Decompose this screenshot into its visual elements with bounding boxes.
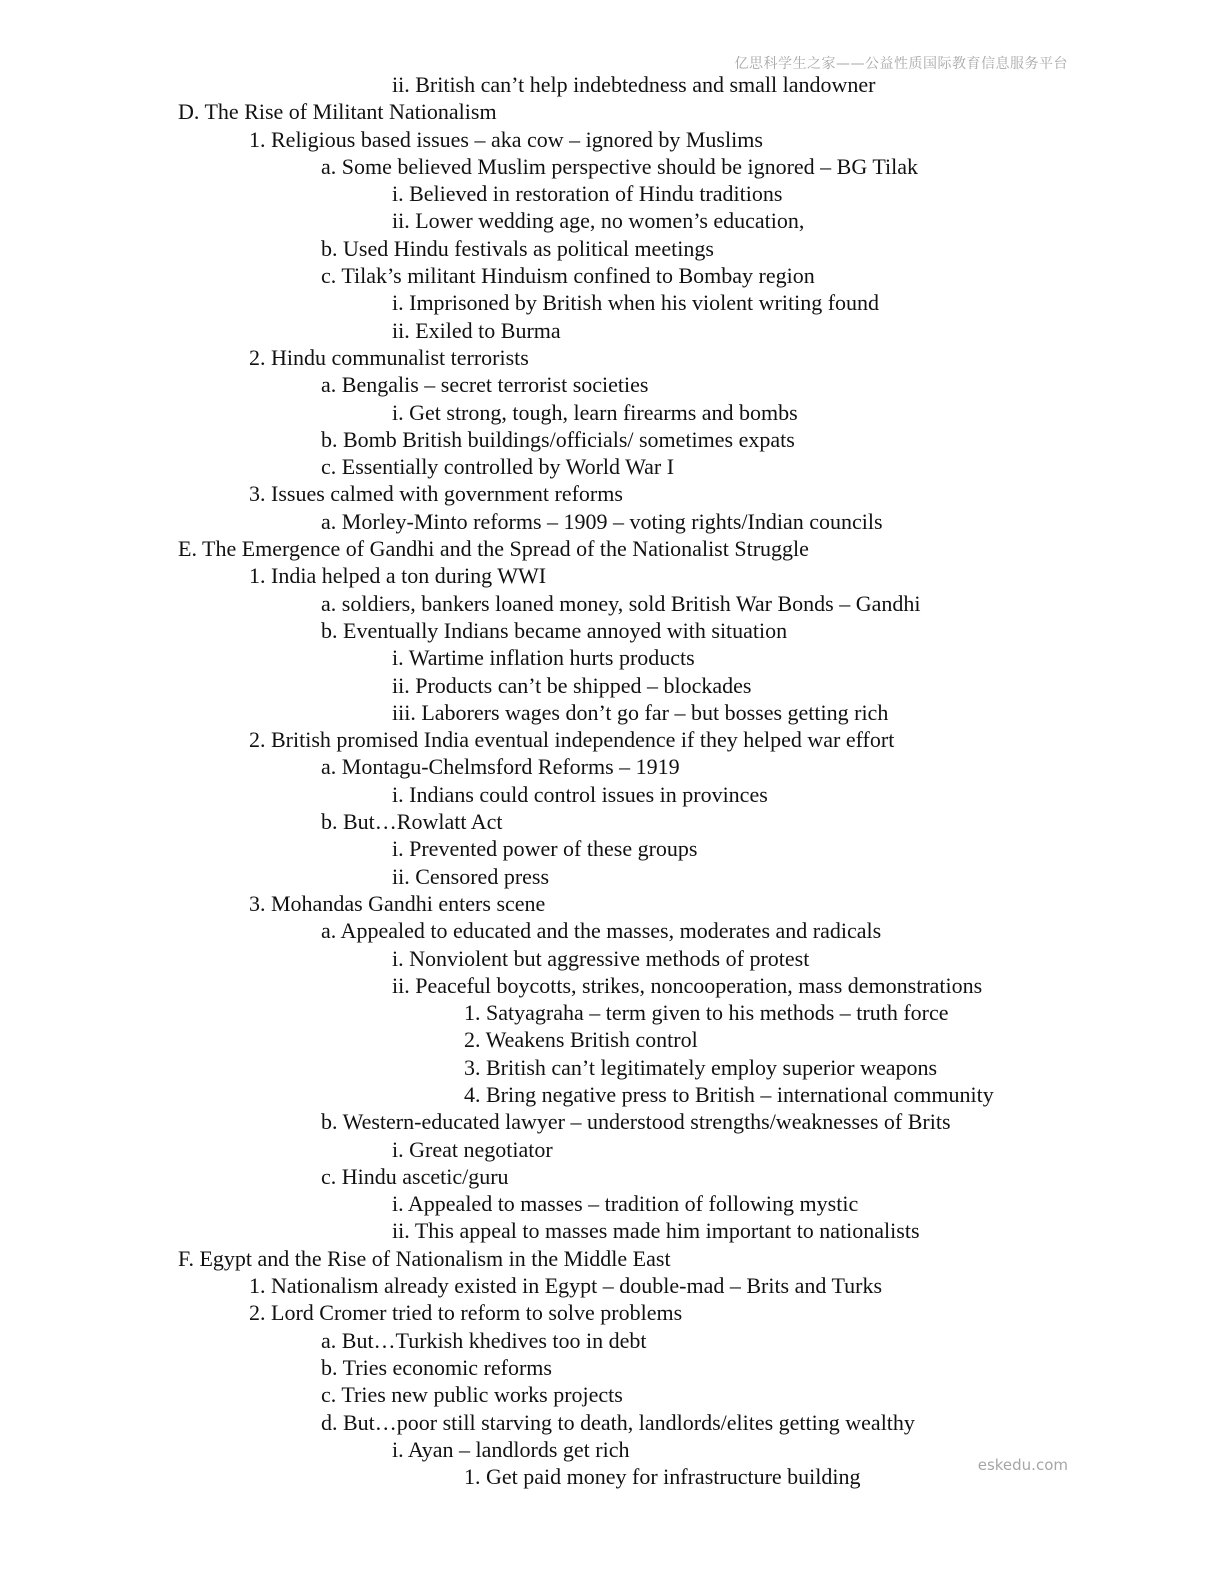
outline-item: i. Prevented power of these groups (392, 836, 698, 862)
outline-item: ii. Exiled to Burma (392, 317, 561, 343)
outline-item: 1. Satyagraha – term given to his methods – truth force (464, 1000, 949, 1026)
outline-item: c. Essentially controlled by World War I (321, 454, 675, 480)
outline-item: a. Montagu-Chelmsford Reforms – 1919 (321, 754, 680, 780)
outline-item: F. Egypt and the Rise of Nationalism in the Middle East (178, 1245, 671, 1271)
outline-item: ii. Censored press (392, 863, 550, 889)
outline-list (0, 71, 1224, 1490)
outline-item: a. Bengalis – secret terrorist societies (321, 372, 649, 398)
outline-item: b. Eventually Indians became annoyed with situation (321, 617, 788, 643)
outline-item: i. Get strong, tough, learn firearms and bombs (392, 399, 798, 425)
outline-item: b. Western-educated lawyer – understood strengths/weaknesses of Brits (321, 1109, 951, 1135)
outline-item: ii. British can’t help indebtedness and small landowner (392, 72, 876, 97)
outline-item: ii. Products can’t be shipped – blockades (392, 672, 752, 698)
outline-item: i. Wartime inflation hurts products (392, 645, 695, 671)
outline-item: i. Nonviolent but aggressive methods of protest (392, 945, 810, 971)
watermark-top: 亿思科学生之家——公益性质国际教育信息服务平台 (734, 56, 1068, 72)
outline-item: 2. British promised India eventual independence if they helped war effort (249, 727, 895, 753)
outline-item: i. Great negotiator (392, 1136, 553, 1162)
outline-item: b. Tries economic reforms (321, 1354, 552, 1380)
outline-item: i. Appealed to masses – tradition of following mystic (392, 1191, 859, 1217)
outline-item: i. Indians could control issues in provinces (392, 781, 768, 807)
watermark-bottom: eskedu.com (977, 1456, 1068, 1474)
outline-item: 4. Bring negative press to British – international community (464, 1081, 994, 1107)
outline-item: 2. Weakens British control (464, 1027, 698, 1053)
outline-item: a. Appealed to educated and the masses, moderates and radicals (321, 918, 882, 944)
outline-item: 3. Mohandas Gandhi enters scene (249, 890, 546, 916)
outline-item: a. soldiers, bankers loaned money, sold British War Bonds – Gandhi (321, 590, 921, 616)
outline-item: i. Imprisoned by British when his violent writing found (392, 290, 880, 316)
outline-item: i. Ayan – landlords get rich (392, 1436, 630, 1462)
outline-item: ii. Lower wedding age, no women’s education, (392, 208, 805, 234)
outline-item: E. The Emergence of Gandhi and the Spread of the Nationalist Struggle (178, 536, 809, 562)
outline-item: D. The Rise of Militant Nationalism (178, 99, 497, 125)
outline-item: 1. Get paid money for infrastructure building (464, 1464, 861, 1490)
outline-item: i. Believed in restoration of Hindu traditions (392, 181, 783, 207)
outline-item: d. But…poor still starving to death, landlords/elites getting wealthy (321, 1409, 915, 1435)
outline-item: 1. India helped a ton during WWI (249, 563, 547, 589)
outline-item: c. Hindu ascetic/guru (321, 1163, 509, 1189)
outline-item: a. Some believed Muslim perspective should be ignored – BG Tilak (321, 153, 918, 179)
outline-item: 1. Nationalism already existed in Egypt – double-mad – Brits and Turks (249, 1273, 883, 1299)
outline-item: 2. Lord Cromer tried to reform to solve problems (249, 1300, 683, 1326)
outline-item: 3. British can’t legitimately employ superior weapons (464, 1054, 938, 1080)
outline-item: a. Morley-Minto reforms – 1909 – voting rights/Indian councils (321, 508, 883, 534)
outline-item: iii. Laborers wages don’t go far – but bosses getting rich (392, 699, 889, 725)
outline-item: ii. Peaceful boycotts, strikes, noncooperation, mass demonstrations (392, 972, 983, 998)
outline-item: 3. Issues calmed with government reforms (249, 481, 623, 507)
outline-item: b. Used Hindu festivals as political meetings (321, 235, 714, 261)
outline-item: a. But…Turkish khedives too in debt (321, 1327, 647, 1353)
outline-item: c. Tries new public works projects (321, 1382, 623, 1408)
outline-item: 2. Hindu communalist terrorists (249, 344, 529, 370)
outline-item: b. Bomb British buildings/officials/ sometimes expats (321, 426, 795, 452)
outline-item: c. Tilak’s militant Hinduism confined to Bombay region (321, 263, 815, 289)
outline-item: ii. This appeal to masses made him important to nationalists (392, 1218, 920, 1244)
outline-item: 1. Religious based issues – aka cow – ignored by Muslims (249, 126, 763, 152)
outline-item: b. But…Rowlatt Act (321, 809, 503, 835)
